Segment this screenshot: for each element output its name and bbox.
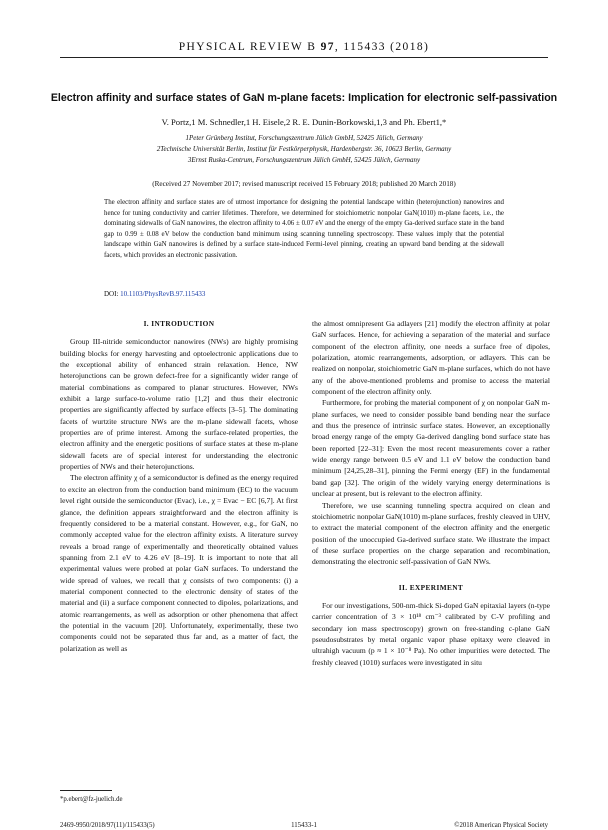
footer-issn: 2469-9950/2018/97(11)/115433(5) [60,822,155,829]
intro-paragraph-4: Furthermore, for probing the material component of χ on nonpolar GaN m-plane surfaces, we need to consider possible band bending near the surface and thus the presence of intrinsic surface states. However, an exceptionally broad energy range of the empty Ga-derived dangling bond surface state has been reported [22–31]: Even the most recent measurements cover a rather wide energy range between 0.5 eV and 1.1 eV below the conduction band minimum [24,25,28–31], pinning the Fermi energy (EF) in the fundamental band gap [32]. The origin of the widely varying energy determinations is unclear at present, but is relevant to the electron affinity. [312,398,550,499]
section-heading-introduction: I. INTRODUCTION [143,319,215,328]
doi-label: DOI: [104,290,119,298]
footer-copyright: ©2018 American Physical Society [454,822,548,829]
intro-paragraph-5: Therefore, we use scanning tunneling spectra acquired on clean and stoichiometric nonpolar GaN(1010) m-plane surfaces, freshly cleaved in UHV, to extract the material component of the electron affinity and the energetic position of the unoccupied Ga-derived surface state. We illustrate the impact of these surface properties on the charge separation and recombination, demonstrating the electronic self-passivation of GaN NWs. [312,500,550,567]
intro-paragraph-3: the almost omnipresent Ga adlayers [21] modify the electron affinity at polar GaN surfaces. Hence, for achieving a separation of the material and surface component of the electron affinity, one needs a surface free of dipoles, polarization, atomic rearrangements, adsorption, or adlayers. This can be realized on nonpolar, stoichiometric GaN m-plane surfaces, which do not have any of the above-mentioned problems and promise to access the material component of the electron affinity only. [312,319,550,397]
journal-header [0,40,608,54]
left-column [60,318,298,654]
affiliation-2: 2Technische Universität Berlin, Institut für Festkörperphysik, Hardenbergstr. 36, 10623 Berlin, Germany [156,145,452,153]
author-list: V. Portz,1 M. Schnedler,1 H. Eisele,2 R. E. Dunin-Borkowski,1,3 and Ph. Ebert1,* [161,117,447,127]
journal-name: PHYSICAL REVIEW B [178,41,317,53]
received-dates: (Received 27 November 2017; revised manuscript received 15 February 2018; published 20 March 2018) [152,180,456,188]
affiliation-1: 1Peter Grünberg Institut, Forschungszentrum Jülich GmbH, 52425 Jülich, Germany [185,134,423,142]
doi-line [104,290,205,299]
section-heading-experiment: II. EXPERIMENT [398,582,464,592]
experiment-paragraph-1: For our investigations, 500-nm-thick Si-doped GaN epitaxial layers (n-type carrier concentration of 3 × 10¹⁸ cm⁻³ calibrated by C-V profiling and secondary ion mass spectroscopy) grown on free-standing c-plane GaN pseudosubstrates by metal organic vapor phase epitaxy were cleaved in ultrahigh vacuum (p ≈ 1 × 10⁻⁸ Pa). No other impurities were detected. The freshly cleaved (1010) surfaces were investigated in situ [312,600,550,667]
doi-link[interactable]: 10.1103/PhysRevB.97.115433 [120,290,206,298]
intro-paragraph-2: The electron affinity χ of a semiconductor is defined as the energy required to excite an electron from the conduction band minimum (EC) to the vacuum level right outside the semiconductor (Evac), i.e., χ = Evac − EC [6,7]. At first glance, the definition appears straightforward and the electron affinity is frequently considered to be a material constant. However, e.g., for GaN, no commonly accepted value for the electron affinity exists. A literature survey reveals a broad range of experimentally and theoretically obtained values spanning from 2.1 eV to 4.26 eV [8–19]. It is important to note that all experimental values were probed at polar GaN surfaces. To understand the wide spread of values, we recall that χ consists of two components: (i) a material component connected to the electronic density of states of the material and (ii) a surface component connected to dipoles, polarizations, and atomic rearrangements, as well as adsorption or other phenomena that affect the potential in the vacuum [20]. Unfortunately, experimentally, these two components could not be separated thus far and, as a matter of fact, the polarization as well as [60,473,298,653]
footnote-rule [60,790,112,791]
right-column [312,318,550,668]
footer-page-number: 115433-1 [291,822,317,829]
corresponding-author-footnote: *p.ebert@fz-juelich.de [60,796,123,803]
article-id: , 115433 (2018) [334,41,430,53]
intro-paragraph-1: Group III-nitride semiconductor nanowires (NWs) are highly promising building blocks for energy harvesting and optoelectronic applications due to the exceptional ability of enhanced strain relaxation. Hence, NW heterojunctions can be grown defect-free for a significantly wider range of material combinations as compared to planar structures. However, NWs exhibit a large surface-to-volume ratio [1,2] and thus their electronic properties are significantly affected by surface effects [3–5]. The dominating facets of wurtzite structure NWs are the m-plane sidewall facets, whose properties are of prime interest. Among the surface-related properties, the electron affinity and the energetic positions of surface states at these m-plane sidewall facets are of special interest for understanding the electronic properties of NWs and their heterojunctions. [60,337,298,472]
paper-title: Electron affinity and surface states of GaN m-plane facets: Implication for electronic self-passivation [50,92,558,104]
header-rule [60,57,548,58]
abstract-text: The electron affinity and surface states are of utmost importance for designing the potential landscape within (heterojunction) nanowires and hence for tuning conductivity and carrier lifetimes. Therefore, we determined for stoichiometric nonpolar GaN(1010) m-plane facets, i.e., the dominating sidewalls of GaN nanowires, the electron affinity to 4.06 ± 0.07 eV and the energy of the empty Ga-derived surface state in the band gap to 0.99 ± 0.08 eV below the conduction band minimum using scanning tunneling spectroscopy. These values imply that the potential landscape within GaN nanowires is defined by a surface state-induced Fermi-level pinning, creating an upward band bending at the sidewall facets, which provides an electronic passivation. [104,199,504,259]
journal-volume: 97 [320,41,335,53]
affiliation-3: 3Ernst Ruska-Centrum, Forschungszentrum Jülich GmbH, 52425 Jülich, Germany [187,156,421,164]
abstract [104,198,504,262]
